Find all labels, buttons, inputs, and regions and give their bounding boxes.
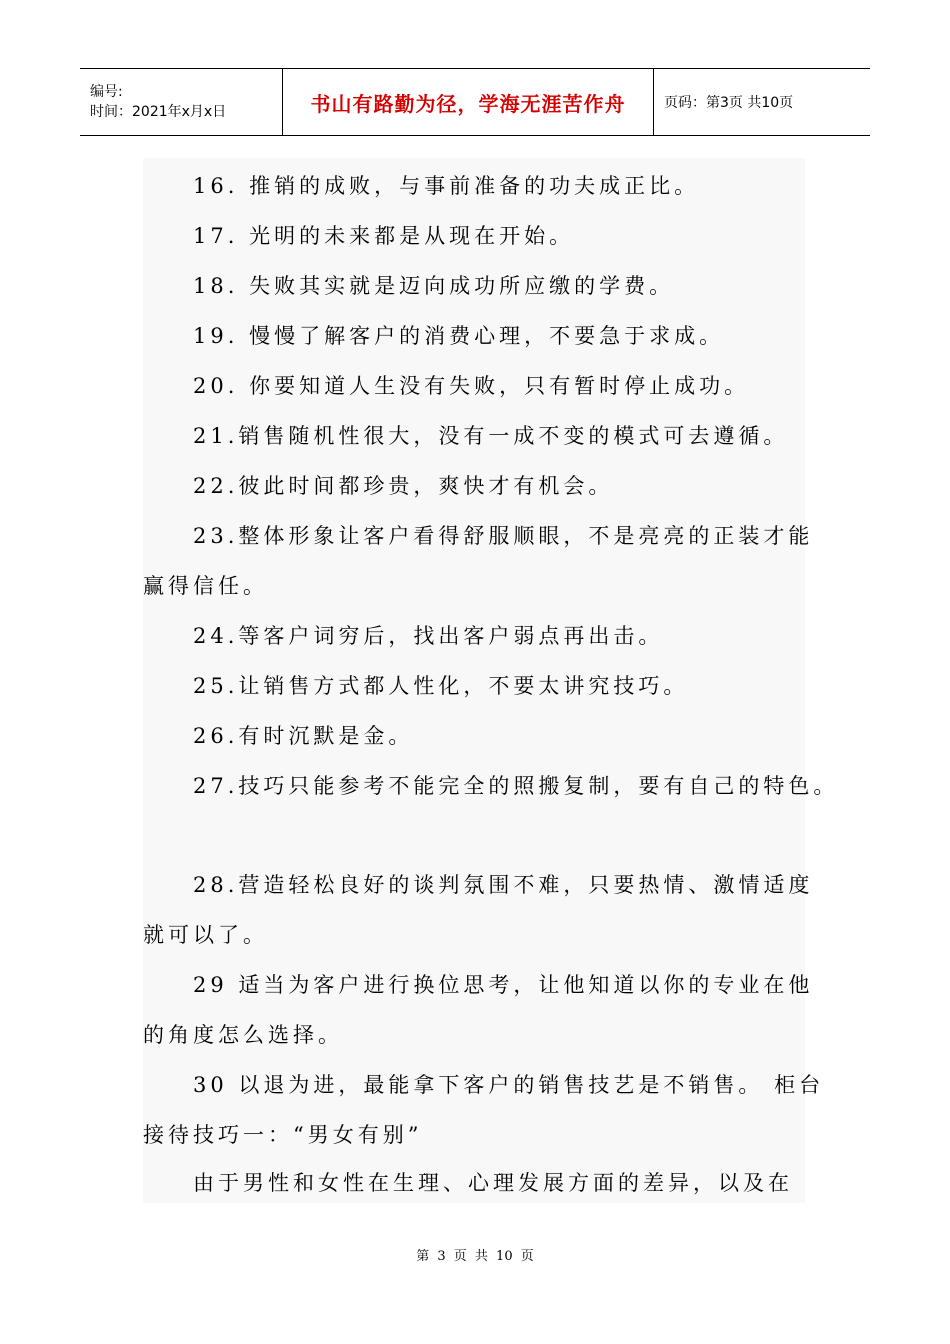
text-line: 21.销售随机性很大，没有一成不变的模式可去遵循。 (193, 424, 789, 448)
text-line: 23.整体形象让客户看得舒服顺眼，不是亮亮的正装才能 (193, 524, 814, 548)
text-line: 30 以退为进，最能拿下客户的销售技艺是不销售。 柜台 (193, 1073, 825, 1097)
text-line: 19. 慢慢了解客户的消费心理，不要急于求成。 (193, 324, 725, 348)
text-line: 27.技巧只能参考不能完全的照搬复制，要有自己的特色。 (193, 774, 839, 798)
text-line: 赢得信任。 (143, 574, 268, 598)
page-header (80, 68, 870, 136)
header-motto-cell (283, 69, 654, 135)
text-line: 26.有时沉默是金。 (193, 724, 414, 748)
text-line: 20. 你要知道人生没有失败，只有暂时停止成功。 (193, 374, 750, 398)
text-line: 接待技巧一：“男女有别” (143, 1123, 423, 1147)
text-line: 17. 光明的未来都是从现在开始。 (193, 224, 575, 248)
text-line: 18. 失败其实就是迈向成功所应缴的学费。 (193, 274, 675, 298)
text-line: 28.营造轻松良好的谈判氛围不难，只要热情、激情适度 (193, 873, 814, 897)
text-line: 16. 推销的成败，与事前准备的功夫成正比。 (193, 174, 700, 198)
text-line: 就可以了。 (143, 923, 268, 947)
header-page-info: 页码：第3页 共10页 (664, 95, 794, 111)
header-motto: 书山有路勤为径，学海无涯苦作舟 (310, 91, 626, 116)
text-line: 22.彼此时间都珍贵，爽快才有机会。 (193, 474, 614, 498)
document-number-label: 编号: (90, 84, 123, 100)
text-line: 25.让销售方式都人性化，不要太讲究技巧。 (193, 674, 689, 698)
text-line: 由于男性和女性在生理、心理发展方面的差异，以及在 (193, 1171, 793, 1195)
header-meta (80, 69, 283, 135)
document-date: 时间：2021年x月x日 (90, 104, 227, 120)
page-footer: 第 3 页 共 10 页 (416, 1249, 534, 1264)
document-body (143, 158, 839, 1203)
header-page-cell (654, 69, 870, 135)
text-line: 29 适当为客户进行换位思考，让他知道以你的专业在他 (193, 973, 814, 997)
text-line: 24.等客户词穷后，找出客户弱点再出击。 (193, 624, 664, 648)
text-line: 的角度怎么选择。 (143, 1023, 343, 1047)
